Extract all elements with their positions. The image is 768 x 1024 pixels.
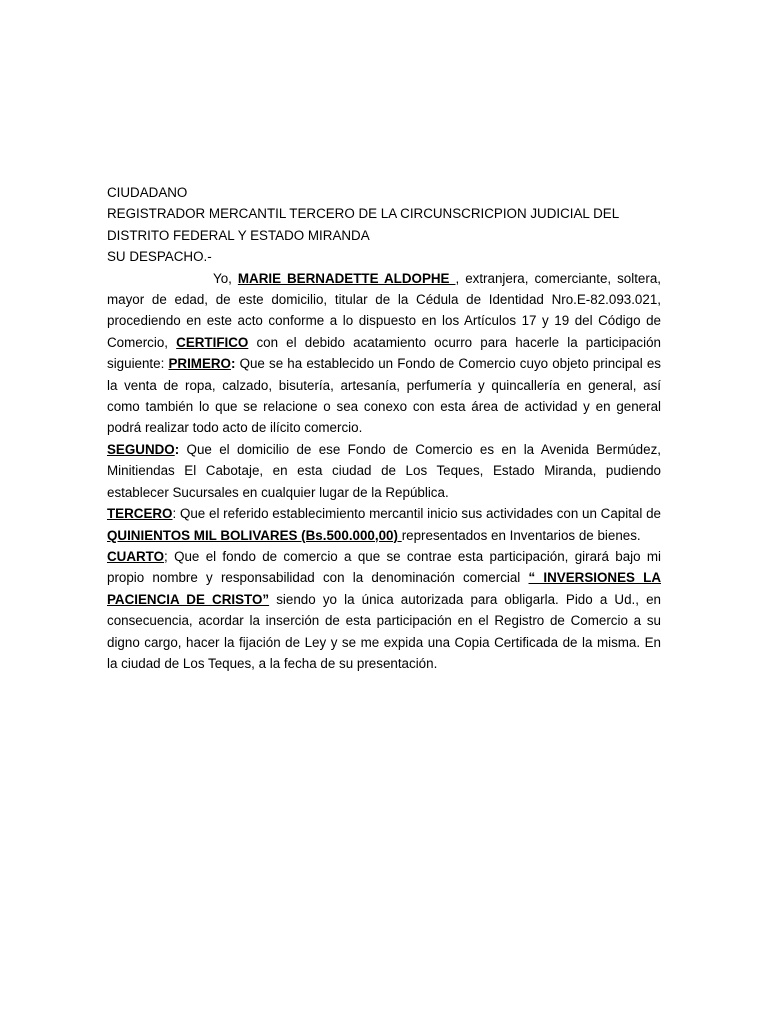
intro-text-1: , extranjera, comerciante, soltera, mayor de edad, de este domicilio, titular de la Cédula de Identidad Nro.E-82.093.021, procediendo en este acto conforme a lo dispuesto en los Artículos 17 y 19 del Código de Comercio,: [107, 270, 662, 350]
segundo-paragraph: [107, 439, 661, 503]
addressee-line-3: DISTRITO FEDERAL Y ESTADO MIRANDA: [107, 227, 370, 243]
document-body: [107, 182, 661, 674]
intro-yo: Yo,: [213, 270, 238, 286]
addressee-line-4: SU DESPACHO.-: [107, 249, 212, 265]
primero-text: Que se ha establecido un Fondo de Comercio cuyo objeto principal es la venta de ropa, calzado, bisutería, artesanía, perfumería y quincallería en general, así como también lo que se relacione o sea conexo con esta área de actividad y en general podrá realizar todo acto de ilícito comercio.: [107, 356, 661, 436]
addressee-line-1: CIUDADANO: [107, 185, 188, 200]
company-name: “ INVERSIONES LA PACIENCIA DE CRISTO”: [107, 570, 661, 607]
intro-text-2: con el debido acatamiento ocurro para hacerle la participación siguiente:: [107, 334, 661, 372]
addressee-line-2: REGISTRADOR MERCANTIL TERCERO DE LA CIRCUNSCRICPION JUDICIAL DEL: [107, 206, 620, 222]
tercero-text-1: : Que el referido establecimiento mercantil inicio sus actividades con un Capital de: [172, 506, 661, 522]
primero-label: PRIMERO: [168, 356, 231, 372]
tercero-text-2: representados en Inventarios de bienes.: [401, 527, 641, 543]
tercero-paragraph: [107, 503, 661, 546]
cuarto-text-1: ; Que el fondo de comercio a que se contrae esta participación, girará bajo mi propio nombre y responsabilidad con la denominación comercial: [107, 548, 661, 586]
segundo-text: Que el domicilio de ese Fondo de Comercio es en la Avenida Bermúdez, Minitiendas El Cabotaje, en esta ciudad de Los Teques, Estado Miranda, pudiendo establecer Sucursales en cualquier lugar de la República.: [107, 441, 661, 500]
tercero-label: TERCERO: [107, 506, 173, 522]
segundo-colon: :: [174, 441, 180, 457]
cuarto-paragraph: [107, 546, 661, 674]
capital-amount: QUINIENTOS MIL BOLIVARES (Bs.500.000,00): [107, 527, 402, 543]
primero-colon: :: [230, 356, 236, 372]
cuarto-label: CUARTO: [107, 548, 165, 564]
certifico-label: CERTIFICO: [176, 334, 249, 350]
cuarto-text-2: siendo yo la única autorizada para obligarla. Pido a Ud., en consecuencia, acordar la inserción de esta participación en el Registro de Comercio a su digno cargo, hacer la fijación de Ley y se me expida una Copia Certificada de la misma. En la ciudad de Los Teques, a la fecha de su presentación.: [107, 591, 662, 671]
intro-paragraph: [107, 268, 661, 439]
applicant-name: MARIE BERNADETTE ALDOPHE: [237, 270, 456, 286]
segundo-label: SEGUNDO: [107, 441, 175, 457]
